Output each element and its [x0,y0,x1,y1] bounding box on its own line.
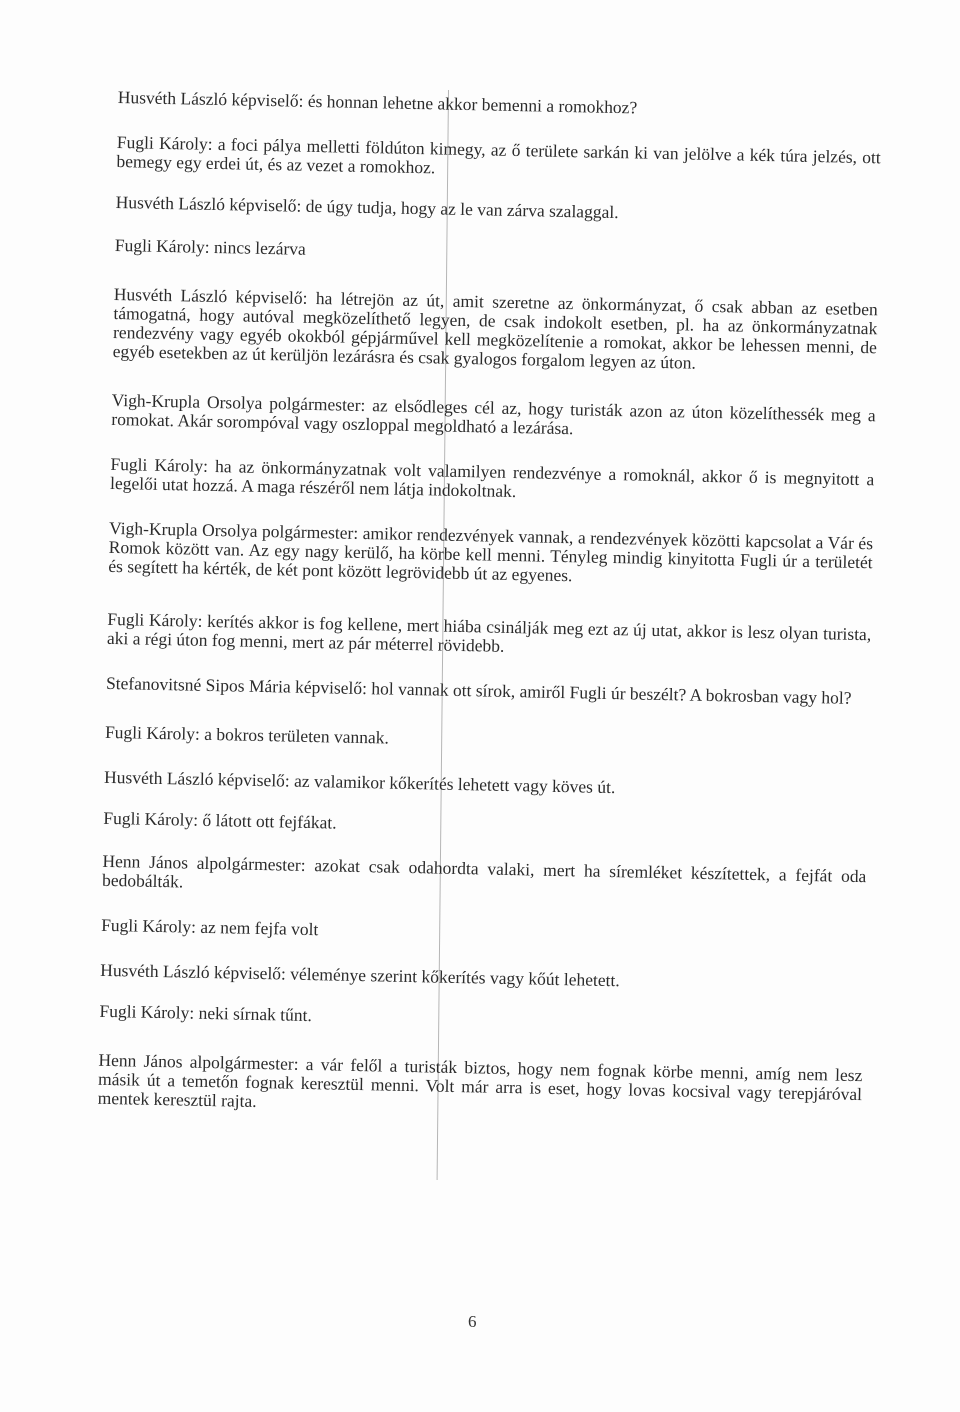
paragraph: Husvéth László képviselő: az valamikor kőkerítés lehetett vagy köves út. [103,766,616,798]
paragraph: Fugli Károly: ő látott ott fejfákat. [103,807,337,833]
paragraph: Henn János alpolgármester: a vár felől a turisták biztos, hogy nem fognak körbe menni, amíg nem lesz másik út a temetőn fognak keresztül menni. Volt már arra is eset, hogy lovas kocsival vagy terepjáróval mentek keresztül rajta. [97,1049,863,1111]
paragraph: Henn János alpolgármester: azokat csak odahordta valaki, mert ha síremléket készítettek, a fejfát oda bedobálták. [101,850,867,892]
paragraph: Fugli Károly: neki sírnak tűnt. [99,1000,313,1026]
paragraph: Husvéth László képviselő: de úgy tudja, hogy az le van zárva szalaggal. [115,191,619,223]
paragraph: Fugli Károly: a bokros területen vannak. [104,721,390,748]
paragraph: Vigh-Krupla Orsolya polgármester: az elsődleges cél az, hogy turisták azon az úton közelíthessék meg a romokat. Akár sorompóval vagy oszloppal megoldható a lezárása. [111,389,876,439]
paragraph: Vigh-Krupla Orsolya polgármester: amikor rendezvények vannak, a rendezvények közötti kapcsolat a Vár és Romok között van. Az egy nagy kerülő, ha körbe kell menni. Tényleg mindig kinyitotta Fugli úr a területét és segített ha kérték, de két pont között legrövidebb út az egyenes. [108,517,874,586]
paragraph: Fugli Károly: a foci pálya melletti földúton kimegy, az ő területe sarkán ki van jelölve a kék túra jelzés, ott bemegy egy erdei út, és az vezet a romokhoz. [116,131,881,178]
paragraph: Fugli Károly: kerítés akkor is fog kellene, mert hiába csinálják meg ezt az új utat, akkor is lesz olyan turista, aki a régi úton fog menni, mert az pár méterrel rövidebb. [106,608,872,656]
paragraph: Husvéth László képviselő: ha létrejön az út, amit szeretne az önkormányzat, ő csak abban az esetben támogatná, hogy autóval megközelíthető legyen, de csak indokolt esetben, pl. ha az önkormányzatnak rendezvény vagy egyéb okokból gépjárművel kell megközelítenie a romokat, akkor be lehessen menni, de egyéb esetekben az út kerüljön lezárásra és csak gyalogos forgalom legyen az úton. [112,283,878,373]
paragraph: Fugli Károly: ha az önkormányzatnak volt valamilyen rendezvénye a romoknál, akkor ő is megnyitott a legelői utat hozzá. A maga részéről nem látja indokoltnak. [109,453,875,502]
document-body [98,88,882,1123]
page-number: 6 [468,1312,477,1331]
paragraph: Fugli Károly: nincs lezárva [114,234,307,259]
paragraph: Fugli Károly: az nem fejfa volt [101,914,319,940]
paragraph: Husvéth László képviselő: és honnan lehetne akkor bemenni a romokhoz? [117,87,638,118]
paragraph: Stefanovitsné Sipos Mária képviselő: hol vannak ott sírok, amiről Fugli úr beszélt? A bokrosban vagy hol? [105,672,852,708]
paragraph: Husvéth László képviselő: véleménye szerint kőkerítés vagy kőút lehetett. [100,959,620,991]
